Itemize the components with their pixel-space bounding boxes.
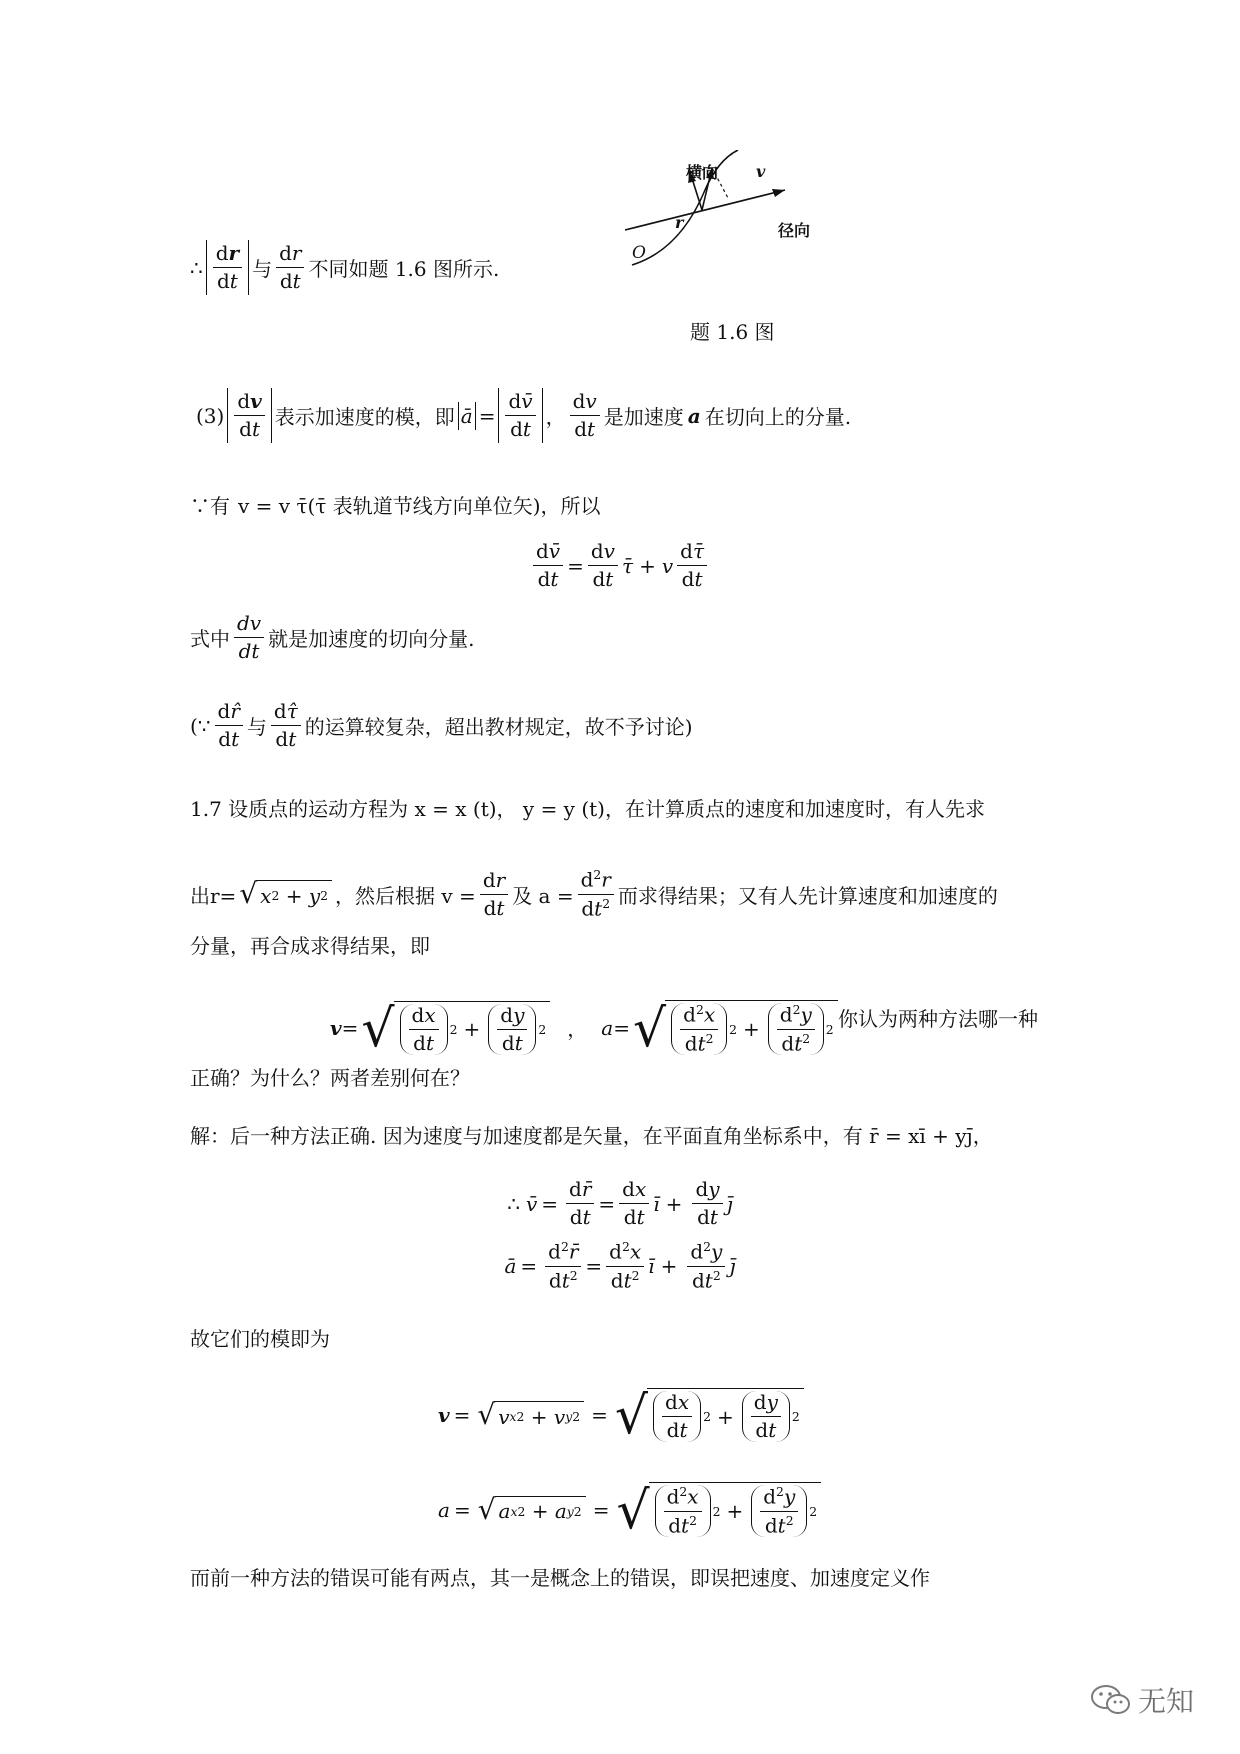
equation-v-modulus: v = √ v x 2 + v y 2 = √ $\frac{dx}{dt}$ 2 + $\frac{dy}{dt}$ 2 [438,1388,807,1442]
text-segment: 故它们的模即为 [190,1327,330,1351]
text-segment: 与 [246,715,267,739]
equation-a-vector: ā = $\frac{d^2r̄}{dt^2}$ = $\frac{d^2x}{dt^2}$ ī + $\frac{d^2y}{dt^2}$ j̄ [504,1239,736,1293]
fraction-dtau-hat-dt: $\frac{d\taû}{dt}$ [271,700,301,751]
text-segment: 式中 [190,627,230,651]
problem-1-7-line-3 [190,930,430,959]
item-number: (3) [196,403,225,428]
text-segment: 正确？为什么？两者差别何在？ [190,1066,470,1090]
text-segment: (∵ [190,713,211,738]
text-segment: 你认为两种方法哪一种 [838,1007,1038,1031]
fraction-dr-dt: $\frac{dr}{dt}$ [276,242,304,293]
text-segment: ， [545,405,566,429]
text-segment: 是加速度 [603,405,684,429]
text-segment: 分量，再合成求得结果，即 [190,934,430,958]
therefore-symbol: ∴ [190,255,203,280]
text-line-4 [190,612,474,663]
text-segment: 表示加速度的模，即 [274,405,455,429]
text-segment: 而求得结果；又有人先计算速度和加速度的 [617,883,998,908]
text-segment: 就是加速度的切向分量. [268,627,475,651]
figure-label-transverse: 横向 [686,163,719,182]
equation-v-a-components: v = √ $\frac{dx}{dt}$ 2 + $\frac{dy}{dt}$ 2 ， a = √ $\frac{d^2x}{dt^2}$ 2 + $\frac{d^2y}{dt^2}$ 2 [330,1000,841,1055]
last-line [190,1562,930,1591]
text-line-1 [190,240,499,295]
text-segment: 不同如题 1.6 图所示. [308,257,500,281]
fraction-d2r-dt2: $\frac{d^2r}{dt^2}$ [578,868,614,920]
because-symbol: ∵有 [190,494,230,518]
text-segment: 而前一种方法的错误可能有两点，其一是概念上的错误，即误把速度、加速度定义作 [190,1566,930,1590]
text-segment: 及 a = [512,883,574,908]
text-line-3 [190,490,601,519]
problem-1-7-line-4 [190,1062,470,1091]
fraction-dv-dt: $\frac{dv}{dt}$ [570,390,600,441]
text-segment: 1.7 设质点的运动方程为 x = x (t)， y = y (t)，在计算质点的速度和加速度时，有人先求 [190,797,985,821]
figure-label-v: v [756,162,766,181]
abs-dr-dt: $\frac{dr}{dt}$ [206,240,249,295]
modulus-intro-line [190,1323,330,1352]
and-word: 与 [252,257,273,281]
fraction-dv-dt-italic: $\frac{dv}{dt}$ [234,612,264,663]
figure-label-r: r [675,213,684,232]
text-segment: 在切向上的分量. [704,405,852,429]
text-line-2: (3) $\frac{dv}{dt}$ 表示加速度的模，即 ā = $\frac{dv̄}{dt}$ ， $\frac{dv}{dt}$ 是加速度 a 在切向上的分量. [196,389,852,441]
vector-a: a [687,403,701,428]
figure-caption: 题 1.6 图 [690,320,775,344]
radial-arrowhead [772,189,785,197]
sqrt-x2-y2: √ x 2 + y 2 [239,880,332,908]
figure-label-radial: 径向 [778,221,811,240]
trajectory-curve [632,150,738,265]
equation-dv-dt: $\frac{dv̄}{dt}$ = $\frac{dv}{dt}$ τ̄ + v $\frac{d\taū}{dt}$ [0,540,1240,591]
text-line-5 [190,700,693,751]
text-segment: 的运算较复杂，超出教材规定，故不予讨论) [304,715,693,739]
text-segment: 出r= [190,883,237,908]
wechat-icon [1090,1683,1132,1717]
watermark [1090,1680,1194,1720]
figure-1-6-diagram [620,150,870,280]
equation-a-modulus: a = √ a x 2 + a y 2 = √ $\frac{d^2x}{dt^2}$ 2 + $\frac{d^2y}{dt^2}$ 2 [438,1482,824,1537]
problem-1-7-line-1 [190,793,985,822]
abs-a-vector: ā [458,402,476,430]
problem-1-7-line-2 [190,868,998,920]
fraction-dr-hat-dt: $\frac{dr̂}{dt}$ [215,700,243,751]
solution-line [190,1120,993,1149]
abs-dv-vector-dt: $\frac{dv̄}{dt}$ [498,388,542,443]
text-segment: ，然后根据 v = [335,883,476,908]
abs-dv-dt: $\frac{dv}{dt}$ [227,388,271,443]
equation-v-vector: ∴ v̄ = $\frac{dr̄}{dt}$ = $\frac{dx}{dt}$ ī + $\frac{dy}{dt}$ j̄ [507,1177,733,1229]
text-segment: 解：后一种方法正确. 因为速度与加速度都是矢量，在平面直角坐标系中，有 r̄ = xī + yj̄， [190,1124,993,1148]
text-segment: v = v τ̄(τ̄ 表轨道节线方向单位矢)，所以 [238,494,601,518]
watermark-text: 无知 [1138,1685,1195,1718]
fraction-dr-dt: $\frac{dr}{dt}$ [480,869,508,920]
figure-label-origin: O [632,243,646,263]
